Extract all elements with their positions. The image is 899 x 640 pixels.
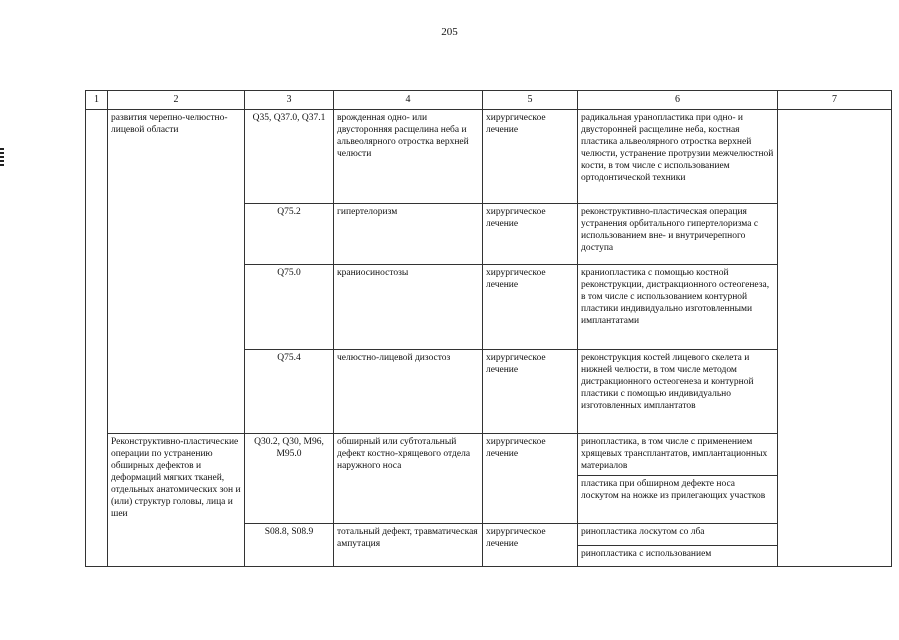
method-cell: краниопластика с помощью костной реконструкции, дистракционного остеогенеза, в том числе с использованием контурной пластики индивидуально изготовленными имплантатами xyxy=(578,265,778,350)
col7-empty-cell xyxy=(778,110,892,567)
diagnosis-cell: гипертелоризм xyxy=(334,204,483,265)
treatment-cell: хирургическое лечение xyxy=(483,110,578,204)
code-cell: Q75.4 xyxy=(245,350,334,434)
header-col-2: 2 xyxy=(108,91,245,110)
treatment-cell: хирургическое лечение xyxy=(483,524,578,567)
code-cell: Q35, Q37.0, Q37.1 xyxy=(245,110,334,204)
col1-empty-cell xyxy=(86,110,108,567)
code-cell: Q75.2 xyxy=(245,204,334,265)
group-name-cell: развития черепно-челюстно-лицевой области xyxy=(108,110,245,434)
header-col-4: 4 xyxy=(334,91,483,110)
diagnosis-cell: краниосиностозы xyxy=(334,265,483,350)
treatment-cell: хирургическое лечение xyxy=(483,265,578,350)
header-col-1: 1 xyxy=(86,91,108,110)
header-col-3: 3 xyxy=(245,91,334,110)
treatment-cell: хирургическое лечение xyxy=(483,434,578,524)
binding-marks xyxy=(0,148,6,172)
diagnosis-cell: тотальный дефект, травматическая ампутация xyxy=(334,524,483,567)
diagnosis-cell: челюстно-лицевой дизостоз xyxy=(334,350,483,434)
table-row xyxy=(86,434,892,476)
group-name-cell: Реконструктивно-пластические операции по устранению обширных дефектов и деформаций мягких тканей, отдельных анатомических зон и (или) структур головы, лица и шеи xyxy=(108,434,245,567)
method-cell: пластика при обширном дефекте носа лоскутом на ножке из прилегающих участков xyxy=(578,476,778,524)
header-row xyxy=(86,91,892,110)
treatment-cell: хирургическое лечение xyxy=(483,350,578,434)
code-cell: Q30.2, Q30, M96, M95.0 xyxy=(245,434,334,524)
code-cell: S08.8, S08.9 xyxy=(245,524,334,567)
method-cell: реконструктивно-пластическая операция устранения орбитального гипертелоризма с использованием вне- и внутричерепного доступа xyxy=(578,204,778,265)
diagnosis-cell: врожденная одно- или двусторонняя расщелина неба и альвеолярного отростка верхней челюсти xyxy=(334,110,483,204)
code-cell: Q75.0 xyxy=(245,265,334,350)
method-cell: реконструкция костей лицевого скелета и нижней челюсти, в том числе методом дистракционного остеогенеза и контурной пластики с помощью индивидуально изготовленных имплантатов xyxy=(578,350,778,434)
medical-procedures-table xyxy=(85,90,892,567)
method-cell: ринопластика лоскутом со лба xyxy=(578,524,778,546)
method-cell: радикальная уранопластика при одно- и двусторонней расщелине неба, костная пластика альвеолярного отростка верхней челюсти, устранение протрузии межчелюстной кости, в том числе с использованием ортодонтической техники xyxy=(578,110,778,204)
header-col-6: 6 xyxy=(578,91,778,110)
page-number: 205 xyxy=(441,26,458,38)
treatment-cell: хирургическое лечение xyxy=(483,204,578,265)
header-col-7: 7 xyxy=(778,91,892,110)
method-cell: ринопластика, в том числе с применением хрящевых трансплантатов, имплантационных материалов xyxy=(578,434,778,476)
diagnosis-cell: обширный или субтотальный дефект костно-хрящевого отдела наружного носа xyxy=(334,434,483,524)
method-cell: ринопластика с использованием xyxy=(578,546,778,567)
header-col-5: 5 xyxy=(483,91,578,110)
table-row xyxy=(86,110,892,204)
